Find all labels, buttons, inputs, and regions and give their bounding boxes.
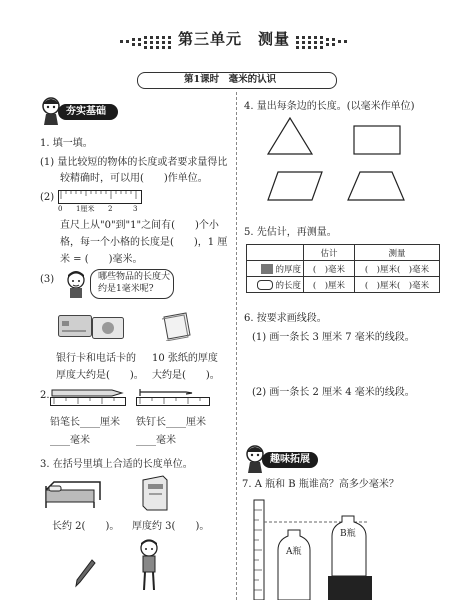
q6-2: (2) 画一条长 2 厘米 4 毫米的线段。 — [252, 387, 415, 398]
bottle-b-base — [328, 576, 372, 600]
table-row-2-icon — [257, 280, 273, 290]
ruler-tick-2: 2 — [108, 205, 113, 213]
table-row-1-measure: ( )厘米( )毫米 — [355, 261, 440, 277]
paper-label-a: 10 张纸的厚度 — [152, 353, 218, 364]
pencil-on-ruler-icon — [50, 386, 126, 406]
q1-2-line-a: 直尺上从"0"到"1"之间有( )个小 — [60, 220, 219, 231]
table-header-measure: 测量 — [355, 245, 440, 261]
pen-icon — [74, 558, 96, 588]
q6-title: 6. 按要求画线段。 — [244, 313, 327, 324]
child-icon — [136, 538, 162, 592]
book-label: 厚度约 3( )。 — [132, 521, 210, 532]
table-row-2-estimate: ( )厘米 — [304, 277, 355, 293]
table-row-1-icon — [261, 264, 273, 274]
table-cell-item — [247, 277, 304, 293]
table-row — [247, 261, 440, 277]
q1-2-number: (2) — [40, 192, 55, 203]
table-header-estimate: 估计 — [304, 245, 355, 261]
ruler-tick-3: 3 — [133, 205, 138, 213]
bank-card-icon — [58, 315, 92, 337]
q2-number: 2. — [40, 390, 50, 401]
bubble-line-a: 哪些物品的长度大 — [98, 272, 171, 282]
q1-1-line-b: 较精确时，可以用( )作单位。 — [60, 173, 208, 184]
boy-icon — [64, 270, 88, 298]
card-label-a: 银行卡和电话卡的 — [56, 353, 136, 364]
ruler-tick-1: 1厘米 — [76, 205, 95, 213]
book-icon — [141, 474, 169, 512]
table-row — [247, 277, 440, 293]
estimate-table — [246, 244, 440, 293]
table-row-1-estimate: ( )毫米 — [304, 261, 355, 277]
pencil-label-a: 铅笔长____厘米 — [50, 417, 120, 428]
table-row-2-item: 的长度 — [275, 280, 301, 291]
q1-1-line-a: (1) 量比较短的物体的长度或者要求量得比 — [40, 157, 228, 168]
q3-title: 3. 在括号里填上合适的长度单位。 — [40, 459, 193, 470]
parallelogram-shape — [268, 172, 322, 200]
q4-title: 4. 量出每条边的长度。(以毫米作单位) — [244, 101, 415, 112]
bottle-b-label: B瓶 — [340, 529, 356, 539]
pencil-label-b: ____毫米 — [50, 435, 90, 446]
ruler-icon — [58, 190, 142, 204]
phone-card-icon — [92, 317, 124, 339]
header-dots-right — [296, 36, 348, 48]
nail-label-b: ____毫米 — [136, 435, 176, 446]
nail-label-a: 铁钉长____厘米 — [136, 417, 206, 428]
q1-title: 1. 填一填。 — [40, 138, 93, 149]
trapezoid-shape — [348, 172, 404, 200]
q6-1: (1) 画一条长 3 厘米 7 毫米的线段。 — [252, 332, 415, 343]
unit-title: 第三单元 测量 — [178, 30, 291, 48]
triangle-shape — [268, 118, 312, 154]
shapes-figure — [252, 114, 422, 210]
q1-3-number: (3) — [40, 274, 55, 285]
paper-label-b: 大约是( )。 — [152, 370, 220, 381]
section-basic-label: 夯实基础 — [66, 106, 106, 117]
table-row — [247, 245, 440, 261]
table-row-1-item: 的厚度 — [275, 264, 301, 275]
bottles-figure — [248, 496, 388, 600]
q5-title: 5. 先估计，再测量。 — [244, 227, 337, 238]
bottle-a-label: A瓶 — [286, 547, 302, 557]
q1-2-line-c: 米 = ( )毫米。 — [60, 254, 143, 265]
column-divider — [236, 92, 237, 600]
bed-icon — [44, 476, 102, 510]
nail-on-ruler-icon — [136, 386, 210, 406]
table-header-blank — [247, 245, 304, 261]
bed-label: 长约 2( )。 — [52, 521, 120, 532]
table-row-2-measure: ( )厘米( )毫米 — [355, 277, 440, 293]
q1-2-line-b: 格，每一个小格的长度是( )，1 厘 — [60, 237, 228, 248]
bottle-a — [278, 530, 310, 600]
bottle-b — [332, 516, 366, 576]
section-fun-label: 趣味拓展 — [270, 454, 310, 465]
ruler-tick-0: 0 — [58, 205, 63, 213]
paper-stack-icon — [160, 311, 192, 341]
table-cell-item — [247, 261, 304, 277]
rectangle-shape — [354, 126, 400, 154]
header-dots-left — [120, 36, 172, 48]
card-label-b: 厚度大约是( )。 — [56, 370, 144, 381]
q7-title: 7. A 瓶和 B 瓶谁高？高多少毫米？ — [242, 479, 399, 490]
bubble-line-b: 约是1毫米呢? — [98, 284, 154, 294]
lesson-title: 第1课时 毫米的认识 — [184, 74, 277, 85]
